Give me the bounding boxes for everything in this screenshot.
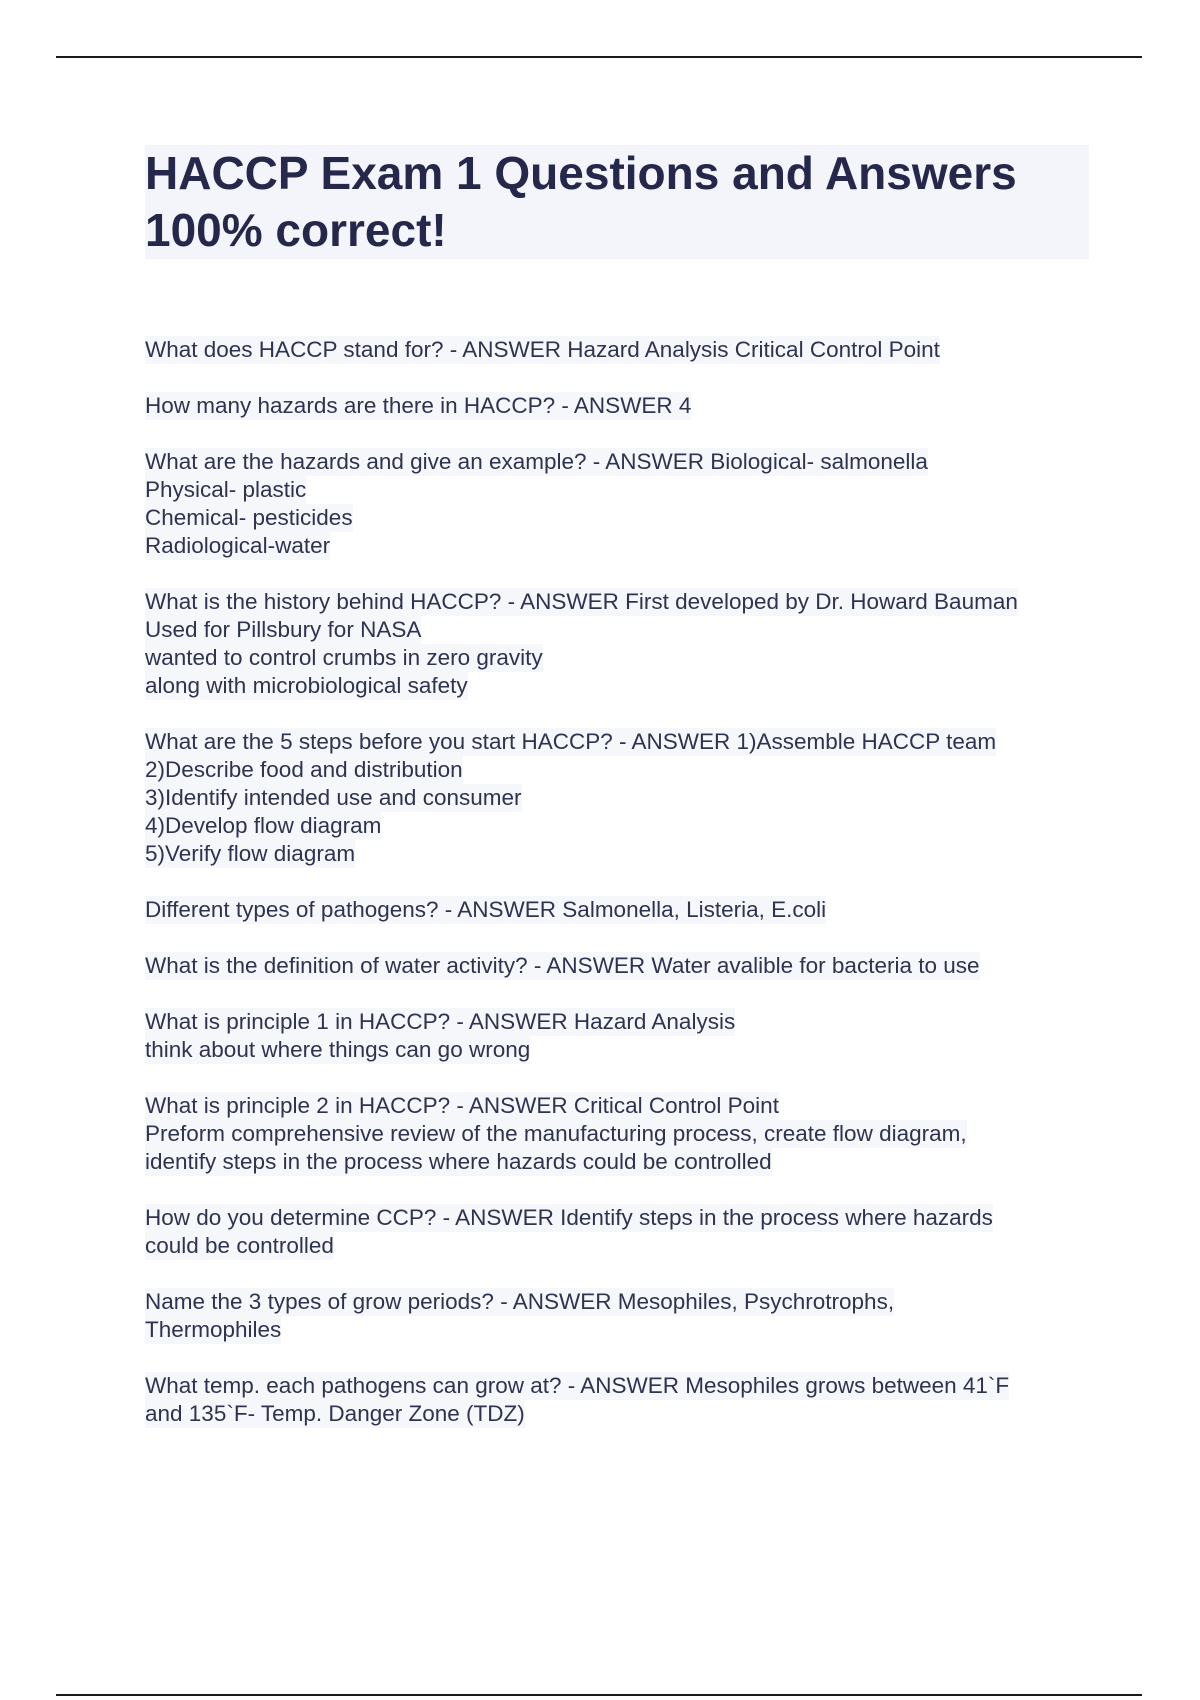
qa-text-line: What is principle 2 in HACCP? - ANSWER Critical Control Point — [145, 1093, 779, 1118]
qa-item — [145, 728, 1089, 868]
qa-text-line: identify steps in the process where hazards could be controlled — [145, 1149, 772, 1174]
qa-text-line: and 135`F- Temp. Danger Zone (TDZ) — [145, 1401, 525, 1426]
qa-text-line: Name the 3 types of grow periods? - ANSWER Mesophiles, Psychrotrophs, — [145, 1289, 895, 1314]
qa-text-line: Radiological-water — [145, 533, 331, 558]
qa-text-line: Different types of pathogens? - ANSWER Salmonella, Listeria, E.coli — [145, 897, 827, 922]
qa-text-line: How many hazards are there in HACCP? - ANSWER 4 — [145, 393, 692, 418]
qa-text-line: 4)Develop flow diagram — [145, 813, 382, 838]
qa-text-line: Thermophiles — [145, 1317, 282, 1342]
qa-text-line: think about where things can go wrong — [145, 1037, 531, 1062]
qa-item — [145, 448, 1089, 560]
qa-text-line: Chemical- pesticides — [145, 505, 353, 530]
qa-text-line: What are the 5 steps before you start HACCP? - ANSWER 1)Assemble HACCP team — [145, 729, 997, 754]
qa-text-line: could be controlled — [145, 1233, 334, 1258]
qa-item — [145, 392, 1089, 420]
bottom-rule — [56, 1694, 1142, 1696]
qa-text-line: 3)Identify intended use and consumer — [145, 785, 522, 810]
qa-text-line: What are the hazards and give an example? - ANSWER Biological- salmonella — [145, 449, 928, 474]
qa-item — [145, 896, 1089, 924]
qa-text-line: What is principle 1 in HACCP? - ANSWER Hazard Analysis — [145, 1009, 736, 1034]
title-line-2: 100% correct! — [145, 204, 447, 256]
qa-item — [145, 588, 1089, 700]
qa-text-line: wanted to control crumbs in zero gravity — [145, 645, 543, 670]
qa-item — [145, 1008, 1089, 1064]
qa-item — [145, 1288, 1089, 1344]
qa-item — [145, 1204, 1089, 1260]
qa-text-line: 5)Verify flow diagram — [145, 841, 356, 866]
qa-item — [145, 952, 1089, 980]
qa-list — [145, 336, 1089, 1456]
qa-text-line: What temp. each pathogens can grow at? - ANSWER Mesophiles grows between 41`F — [145, 1373, 1010, 1398]
qa-text-line: Used for Pillsbury for NASA — [145, 617, 422, 642]
qa-text-line: How do you determine CCP? - ANSWER Identify steps in the process where hazards — [145, 1205, 993, 1230]
qa-text-line: What is the history behind HACCP? - ANSWER First developed by Dr. Howard Bauman — [145, 589, 1018, 614]
qa-text-line: What is the definition of water activity? - ANSWER Water avalible for bacteria to use — [145, 953, 980, 978]
qa-item — [145, 336, 1089, 364]
qa-item — [145, 1092, 1089, 1176]
qa-item — [145, 1372, 1089, 1428]
top-rule — [56, 56, 1142, 58]
qa-text-line: along with microbiological safety — [145, 673, 468, 698]
qa-text-line: 2)Describe food and distribution — [145, 757, 463, 782]
page-title — [145, 145, 1089, 259]
qa-text-line: What does HACCP stand for? - ANSWER Hazard Analysis Critical Control Point — [145, 337, 940, 362]
title-block — [145, 145, 1089, 259]
title-line-1: HACCP Exam 1 Questions and Answers — [145, 147, 1017, 199]
qa-text-line: Preform comprehensive review of the manufacturing process, create flow diagram, — [145, 1121, 967, 1146]
qa-text-line: Physical- plastic — [145, 477, 307, 502]
